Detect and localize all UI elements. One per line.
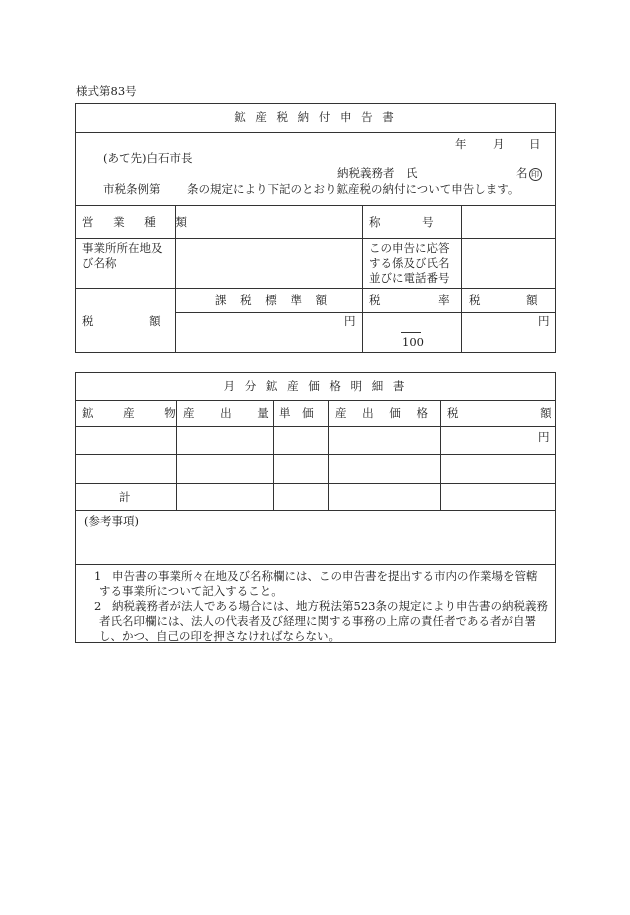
- row1-yen: 円: [538, 430, 550, 444]
- addressee: (あて先)白石市長: [103, 151, 193, 165]
- date-month[interactable]: 月: [493, 137, 505, 151]
- business-type-label: 営 業 種 類: [82, 215, 195, 229]
- office-address-field[interactable]: [176, 239, 361, 287]
- row1-value[interactable]: [329, 427, 439, 453]
- tax-rate-label: 税 率: [369, 293, 450, 307]
- trade-name-label: 称 号: [369, 215, 434, 229]
- contact-label-line3: 並びに電話番号: [369, 271, 450, 285]
- date-day[interactable]: 日: [529, 137, 541, 151]
- row1-qty[interactable]: [177, 427, 272, 453]
- ordinance-text: 条の規定により下記のとおり鉱産税の納付について申告します。: [187, 182, 520, 196]
- row1-price[interactable]: [274, 427, 327, 453]
- col-mineral: 鉱 産 物: [82, 406, 176, 420]
- total-value[interactable]: [329, 484, 439, 509]
- total-tax[interactable]: [441, 484, 555, 509]
- form-number: 様式第83号: [76, 84, 137, 98]
- row2-price[interactable]: [274, 455, 327, 482]
- trade-name-field[interactable]: [462, 206, 555, 237]
- seal-mark: 印: [529, 168, 542, 181]
- taxpayer-name-label: 納税義務者 氏: [337, 166, 418, 180]
- note-1-num: 1: [94, 569, 102, 583]
- row1-mineral[interactable]: [76, 427, 175, 453]
- col-output-value: 産 出 価 格: [335, 406, 428, 420]
- note-2-line3: し、かつ、自己の印を押さなければならない。: [99, 629, 341, 643]
- title-divider: [75, 132, 556, 133]
- note-2-num: 2: [94, 599, 102, 613]
- rate-denominator: 100: [402, 335, 424, 349]
- rate-fraction-bar: [401, 332, 421, 333]
- business-type-field[interactable]: [176, 206, 361, 237]
- tax-base-yen: 円: [344, 314, 356, 328]
- col-output-qty: 産 出 量: [183, 406, 269, 420]
- tax-base-field[interactable]: [176, 313, 361, 352]
- contact-field[interactable]: [462, 239, 555, 287]
- grid-line: [75, 288, 556, 289]
- reference-field[interactable]: [76, 530, 555, 563]
- office-label-line2: び名称: [82, 256, 117, 270]
- total-qty[interactable]: [177, 484, 272, 509]
- ordinance-prefix: 市税条例第: [103, 182, 161, 196]
- col-unit-price: 単 価: [279, 406, 314, 420]
- tax-amount-header: 税 額: [469, 293, 538, 307]
- tax-label: 税 額: [82, 314, 161, 328]
- office-label-line1: 事業所所在地及: [82, 241, 163, 255]
- tax-amount-yen: 円: [538, 314, 550, 328]
- tax-base-label: 課 税 標 準 額: [215, 293, 333, 307]
- col-tax: 税 額: [447, 406, 552, 420]
- name-label: 名: [516, 166, 528, 180]
- taxpayer-name-field[interactable]: [516, 166, 542, 181]
- note-2-line2: 者氏名印欄には、法人の代表者及び経理に関する事務の上席の責任者である者が自署: [99, 614, 536, 628]
- grid-line: [75, 400, 556, 401]
- total-label: 計: [119, 490, 131, 504]
- row2-mineral[interactable]: [76, 455, 175, 482]
- contact-label-line2: する係及び氏名: [369, 256, 450, 270]
- grid-line: [75, 564, 556, 565]
- row2-tax[interactable]: [441, 455, 555, 482]
- note-1-line2: する事業所について記入すること。: [99, 584, 283, 598]
- reference-label: (参考事項): [84, 514, 139, 528]
- date-year[interactable]: 年: [455, 137, 467, 151]
- note-2-line1: 納税義務者が法人である場合には、地方税法第523条の規定により申告書の納税義務: [112, 599, 548, 613]
- contact-label-line1: この申告に応答: [369, 241, 450, 255]
- statement-title: 月 分 鉱 産 価 格 明 細 書: [223, 379, 408, 393]
- total-price[interactable]: [274, 484, 327, 509]
- row2-qty[interactable]: [177, 455, 272, 482]
- row2-value[interactable]: [329, 455, 439, 482]
- note-1-line1: 申告書の事業所々在地及び名称欄には、この申告書を提出する市内の作業場を管轄: [112, 569, 538, 583]
- form-title: 鉱 産 税 納 付 申 告 書: [234, 110, 397, 124]
- grid-line: [75, 510, 556, 511]
